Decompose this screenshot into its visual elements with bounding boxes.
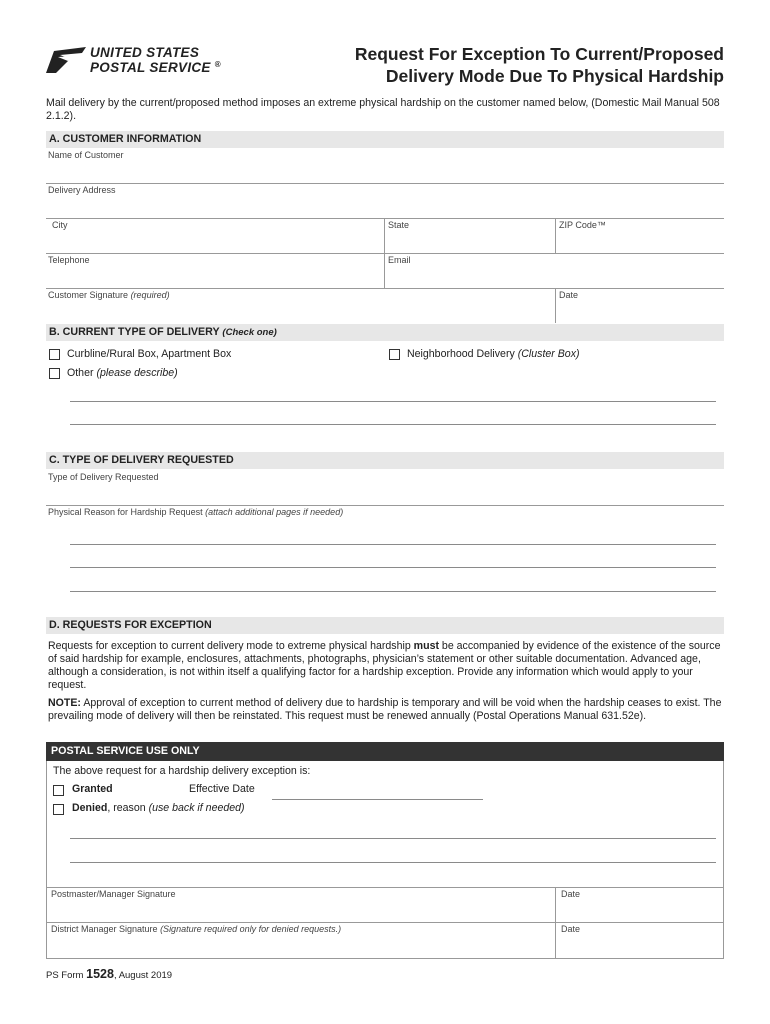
neighborhood-delivery-checkbox[interactable] (389, 349, 400, 360)
logo-text-line1: UNITED STATES (90, 45, 200, 60)
form-title: Request For Exception To Current/Proposed Delivery Mode Due To Physical Hardship (354, 44, 724, 86)
form-number-footer: PS Form 1528, August 2019 (46, 967, 173, 981)
state-label: State (388, 220, 410, 230)
customer-signature-field[interactable] (46, 289, 555, 323)
city-label: City (52, 220, 68, 230)
physical-reason-label: Physical Reason for Hardship Request (attach additional pages if needed) (48, 507, 344, 517)
name-of-customer-field[interactable] (46, 148, 724, 183)
note-text: NOTE: Approval of exception to current method of delivery due to hardship is temporary and will be void when the hardship ceases to exist. The prevailing mode of delivery will then be reinstated. This request must be renewed annually (Postal Operations Manual 631.52e). (48, 697, 722, 722)
curbline-rural-checkbox[interactable] (49, 349, 60, 360)
section-c-header: C. TYPE OF DELIVERY REQUESTED (46, 452, 724, 469)
delivery-address-field[interactable] (46, 184, 724, 218)
hardship-request-intro: The above request for a hardship delivery exception is: (53, 765, 311, 777)
district-manager-date-field[interactable] (556, 923, 723, 958)
section-b-header: B. CURRENT TYPE OF DELIVERY (Check one) (46, 324, 724, 341)
customer-date-label: Date (559, 290, 579, 300)
type-of-delivery-requested-field[interactable] (46, 470, 724, 505)
customer-signature-label: Customer Signature (required) (48, 290, 170, 300)
telephone-field[interactable] (46, 254, 384, 288)
effective-date-field[interactable] (272, 782, 483, 799)
neighborhood-delivery-label: Neighborhood Delivery (Cluster Box) (407, 348, 580, 360)
granted-label: Granted (72, 783, 113, 795)
district-manager-date-label: Date (561, 924, 581, 934)
other-delivery-checkbox[interactable] (49, 368, 60, 379)
district-manager-signature-field[interactable] (47, 923, 555, 958)
customer-date-field[interactable] (556, 289, 724, 323)
other-delivery-label: Other (please describe) (67, 367, 178, 379)
physical-reason-field-2[interactable] (70, 551, 716, 567)
denied-checkbox[interactable] (53, 804, 64, 815)
postmaster-signature-field[interactable] (47, 888, 555, 922)
section-a-header: A. CUSTOMER INFORMATION (46, 131, 724, 148)
postmaster-date-label: Date (561, 889, 581, 899)
physical-reason-field-1[interactable] (70, 528, 716, 544)
denied-label: Denied, reason (use back if needed) (72, 802, 245, 814)
city-field[interactable] (46, 219, 384, 253)
postal-use-header: POSTAL SERVICE USE ONLY (46, 742, 724, 761)
granted-checkbox[interactable] (53, 785, 64, 796)
delivery-address-label: Delivery Address (48, 185, 116, 195)
zip-code-label: ZIP Code™ (559, 220, 606, 230)
logo-text-line2: POSTAL SERVICE ® (90, 60, 221, 75)
curbline-rural-label: Curbline/Rural Box, Apartment Box (67, 348, 232, 360)
name-of-customer-label: Name of Customer (48, 150, 124, 160)
state-field[interactable] (385, 219, 555, 253)
telephone-label: Telephone (48, 255, 90, 265)
denied-reason-field-1[interactable] (70, 822, 716, 838)
physical-reason-field-3[interactable] (70, 575, 716, 591)
section-d-header: D. REQUESTS FOR EXCEPTION (46, 617, 724, 634)
postmaster-signature-label: Postmaster/Manager Signature (51, 889, 176, 899)
email-field[interactable] (385, 254, 724, 288)
requests-for-exception-text: Requests for exception to current delivery mode to extreme physical hardship must be accompanied by evidence of the existence of the source of said hardship for example, enclosures, attachments, photographs, physician’s statement or other suitable documentation. Advanced age, although a consideration, is not within itself a qualifying factor for a hardship exception. Provide any information which would apply to your request. (48, 640, 721, 691)
type-of-delivery-requested-label: Type of Delivery Requested (48, 472, 159, 482)
district-manager-signature-label: District Manager Signature (Signature required only for denied requests.) (51, 924, 342, 934)
usps-eagle-logo-icon (46, 47, 86, 73)
zip-code-field[interactable] (556, 219, 724, 253)
email-label: Email (388, 255, 411, 265)
denied-reason-field-2[interactable] (70, 846, 716, 862)
intro-text: Mail delivery by the current/proposed method imposes an extreme physical hardship on the customer named below, (Domestic Mail Manual 508 2.1.2). (46, 97, 720, 122)
other-describe-field-1[interactable] (70, 385, 716, 401)
other-describe-field-2[interactable] (70, 408, 716, 424)
effective-date-label: Effective Date (189, 783, 255, 795)
postmaster-date-field[interactable] (556, 888, 723, 922)
